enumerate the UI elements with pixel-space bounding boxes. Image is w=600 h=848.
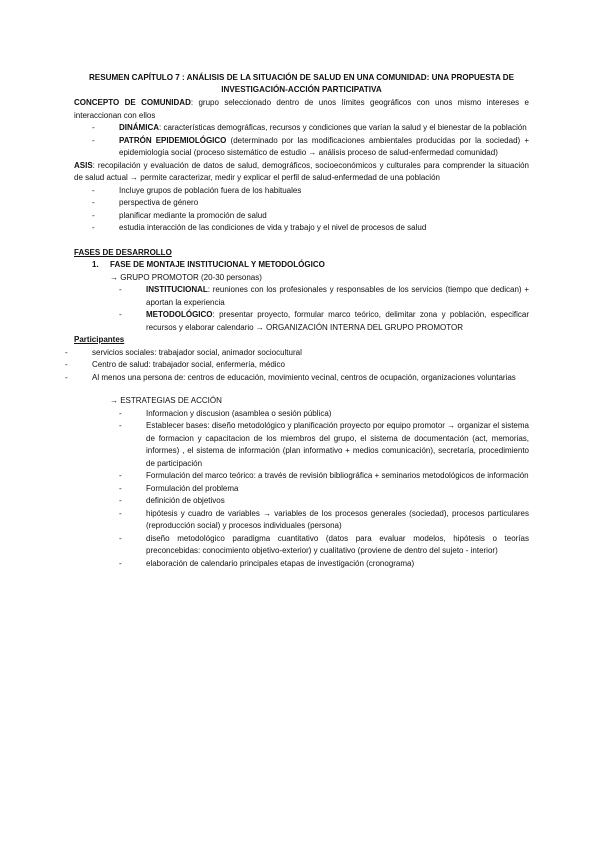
document-title — [74, 72, 529, 96]
list-item: - estudia interacción de las condiciones de vida y trabajo y el nivel de procesos de salud — [119, 222, 529, 235]
list-item: - Informacion y discusion (asamblea o sesión pública) — [146, 408, 529, 421]
fase-1-list — [74, 284, 529, 334]
list-item: - planificar mediante la promoción de salud — [119, 210, 529, 223]
item-text: : reuniones con los profesionales y responsables de los servicios (tiempo que dedican) + aportan la experiencia — [146, 285, 529, 307]
concepto-paragraph — [74, 97, 529, 122]
concepto-text: : grupo seleccionado dentro de unos límites geográficos con unos mismo intereses e interaccionan con ellos — [74, 98, 529, 120]
asis-label: ASIS — [74, 160, 93, 170]
item-label: PATRÓN EPIDEMIOLÓGICO — [119, 135, 227, 145]
list-item: - perspectiva de género — [119, 197, 529, 210]
list-item — [119, 135, 529, 160]
concepto-label: CONCEPTO DE COMUNIDAD — [74, 98, 191, 107]
list-item — [146, 284, 529, 309]
estrategias-heading: → ESTRATEGIAS DE ACCIÓN — [110, 396, 222, 405]
item-text: : presentar proyecto, formular marco teórico, delimitar zona y población, especificar recursos y elaborar calendario → ORGANIZACIÓN INTERNA DEL GRUPO PROMOTOR — [146, 310, 529, 332]
list-item: - definición de objetivos — [146, 495, 529, 508]
list-item — [146, 309, 529, 334]
asis-text: : recopilación y evaluación de datos de salud, demográficos, socioeconómicos y culturales para comprender la situación de salud actual → permite caracterizar, medir y explicar el perfil de salud-enfermedad de una población — [74, 160, 529, 182]
participantes-list — [47, 347, 529, 385]
list-item: - Centro de salud: trabajador social, enfermería, médico — [92, 359, 529, 372]
fase-1-title — [92, 259, 529, 272]
list-item: - hipótesis y cuadro de variables → variables de los procesos generales (sociedad), procesos particulares (reproducción social) y procesos individuales (persona) — [146, 508, 529, 533]
list-item: - Incluye grupos de población fuera de los habituales — [119, 185, 529, 198]
list-item: - elaboración de calendario principales etapas de investigación (cronograma) — [146, 558, 529, 571]
title-line-1: RESUMEN CAPÍTULO 7 : ANÁLISIS DE LA SITUACIÓN DE SALUD EN UNA COMUNIDAD: UNA PROPUESTA DE — [88, 73, 515, 82]
title-line-2: INVESTIGACIÓN-ACCIÓN PARTICIPATIVA — [221, 85, 382, 94]
fases-heading: FASES DE DESARROLLO — [74, 247, 172, 257]
list-item: - diseño metodológico paradigma cuantitativo (datos para evaluar modelos, hipótesis o teorías preconcebidas: conocimiento objetivo-exterior) y cualitativo (proviene de dentro del sujeto - interior) — [146, 533, 529, 558]
participantes-heading: Participantes — [74, 335, 125, 344]
list-item: - Al menos una persona de: centros de educación, movimiento vecinal, centros de ocupación, organizaciones voluntarias — [92, 372, 529, 385]
document-page — [74, 72, 529, 570]
list-item: - Formulación del marco teórico: a través de revisión bibliográfica + seminarios metodológicos de información — [146, 470, 529, 483]
item-label: INSTITUCIONAL — [146, 285, 208, 294]
asis-paragraph — [74, 160, 529, 185]
list-item: - Formulación del problema — [146, 483, 529, 496]
list-item: - servicios sociales: trabajador social, animador sociocultural — [92, 347, 529, 360]
grupo-promotor: → GRUPO PROMOTOR (20-30 personas) — [110, 272, 262, 282]
item-text: : características demográficas, recursos y condiciones que varían la salud y el bienestar de la población — [159, 123, 527, 132]
concepto-list — [74, 122, 529, 160]
fase-title-text: FASE DE MONTAJE INSTITUCIONAL Y METODOLÓGICO — [110, 260, 325, 269]
item-text: (determinado por las modificaciones ambientales producidas por la sociedad) + epidemiología social (proceso sistemático de estudio → análisis proceso de salud-enfermedad comunidad) — [119, 135, 529, 157]
list-item — [119, 122, 529, 135]
spacer — [74, 235, 529, 247]
list-item: - Establecer bases: diseño metodológico y planificación proyecto por equipo promotor → organizar el sistema de formacion y capacitacion de los miembros del grupo, el sistema de documentación (act, memorias, informes) , el sistema de información (plan informativo + medios comunicación), secretaría, procedimiento de participación — [146, 420, 529, 470]
item-label: METODOLÓGICO — [146, 310, 213, 319]
fase-number: 1. — [92, 260, 99, 269]
item-label: DINÁMICA — [119, 123, 159, 132]
spacer — [74, 384, 529, 395]
estrategias-list — [74, 408, 529, 571]
asis-list — [74, 185, 529, 235]
